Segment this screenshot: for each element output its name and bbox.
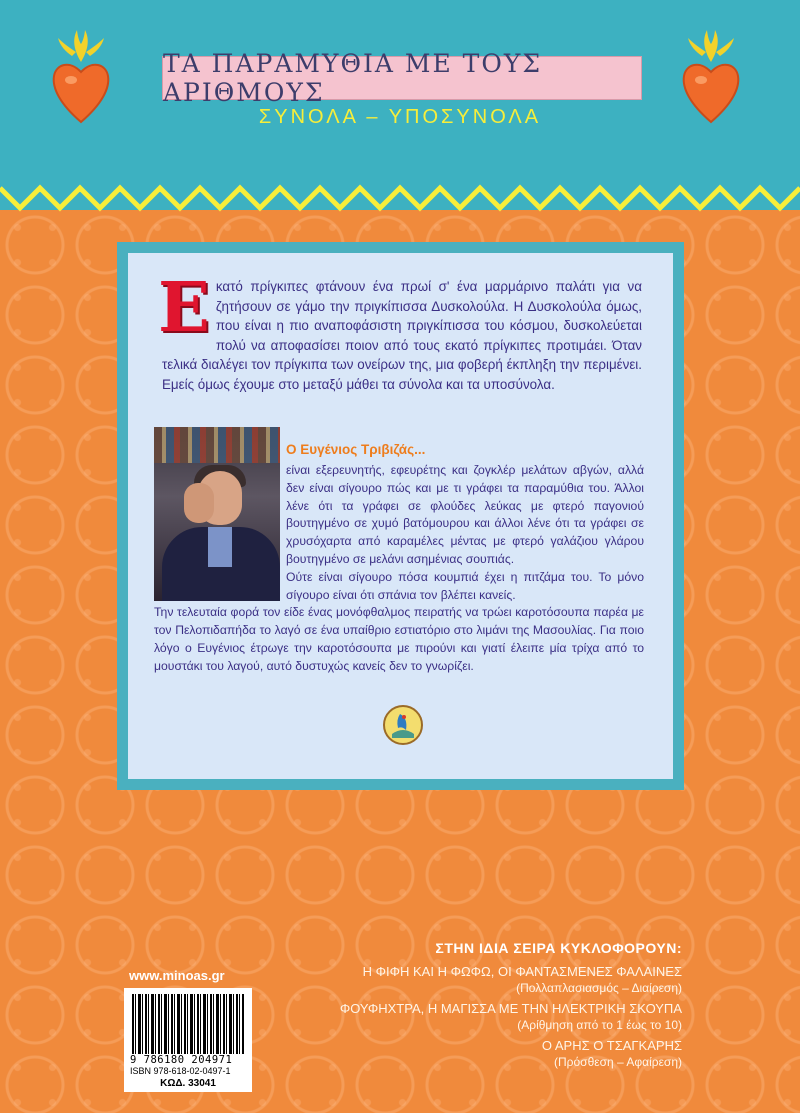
isbn: ISBN 978-618-02-0497-1	[130, 1066, 231, 1076]
drop-cap: Ε	[158, 268, 210, 348]
publisher-logo-icon	[382, 704, 424, 746]
author-bio-paragraph: Την τελευταία φορά τον είδε ένας μονόφθαλμος πειρατής να τρώει καροτόσουπα παρέα με τον Πελοπιδαπήδα το λαγό σε ένα υπαίθριο εστιατόριο στο λιμάνι της Μασουλίας. Για ποιο λόγο ο Ευγένιος έτρωγε την καροτόσουπα με πιρούνι και γιατί έλειπε μία τρίχα από το μουστάκι του λαγού, αυτό δυστυχώς κανείς δεν το γνωρίζει.	[154, 605, 644, 673]
series-book-title: ΦΟΥΦΗΧΤΡΑ, Η ΜΑΓΙΣΣΑ ΜΕ ΤΗΝ ΗΛΕΚΤΡΙΚΗ ΣΚΟΥΠΑ	[339, 1001, 682, 1016]
zigzag-border	[0, 168, 800, 218]
publisher-website: www.minoas.gr	[129, 968, 225, 983]
product-code: ΚΩΔ. 33041	[160, 1078, 216, 1089]
barcode-block	[124, 988, 252, 1092]
author-heading: Ο Ευγένιος Τριβιζάς...	[286, 442, 426, 457]
author-bio-paragraph: είναι εξερευνητής, εφευρέτης και ζογκλέρ μελάτων αβγών, αλλά δεν είναι σίγουρο πώς και με τι γράφει τα παραμύθια του. Άλλοι λένε ότι τα γράφει σε φλούδες λεύκας με φτερό παγονιού βουτηγμένο σε χυμό βατόμουρου και άλλοι λένε ότι τα γράφει σε χρυσόχαρτα από καραμέλες μέντας με φτερό γαλάζιου γλάρου βουτηγμένο σε μελάνι ασημένιας σουπιάς.	[286, 463, 644, 566]
barcode-digits: 9 786180 204971	[130, 1054, 233, 1066]
author-bio	[154, 462, 644, 676]
series-book-topic: (Πολλαπλασιασμός – Διαίρεση)	[516, 981, 682, 995]
series-heading: ΣΤΗΝ ΙΔΙΑ ΣΕΙΡΑ ΚΥΚΛΟΦΟΡΟΥΝ:	[435, 940, 682, 956]
synopsis-text: κατό πρίγκιπες φτάνουν ένα πρωί σ' ένα μαρμάρινο παλάτι για να ζητήσουν σε γάμο την πριγκίπισσα Δυσκολούλα. Η Δυσκολούλα όμως, που είναι η πιο αναποφάσιστη πριγκίπισσα του κόσμου, δυσκολεύεται πολύ να αποφασίσει ποιον από τους εκατό πρίγκιπες προτιμάει. Όταν τελικά διαλέγει τον πρίγκιπα των ονείρων της, μια φοβερή έκπληξη την περιμένει. Εμείς όμως έχουμε στο μεταξύ μάθει τα σύνολα και τα υποσύνολα.	[162, 279, 642, 392]
barcode-icon	[132, 994, 244, 1054]
content-panel-inner	[128, 253, 673, 779]
series-title: ΤΑ ΠΑΡΑΜΥΘΙΑ ΜΕ ΤΟΥΣ ΑΡΙΘΜΟΥΣ	[163, 49, 543, 107]
series-book-title: Η ΦΙΦΗ ΚΑΙ Η ΦΩΦΩ, ΟΙ ΦΑΝΤΑΣΜΕΝΕΣ ΦΑΛΑΙΝΕΣ	[362, 964, 682, 979]
series-book-topic: (Πρόσθεση – Αφαίρεση)	[554, 1055, 682, 1069]
synopsis	[158, 268, 642, 394]
series-book-title: Ο ΑΡΗΣ Ο ΤΣΑΓΚΑΡΗΣ	[541, 1038, 682, 1053]
content-panel	[117, 242, 684, 790]
series-book-topic: (Αρίθμηση από το 1 έως το 10)	[517, 1018, 682, 1032]
series-list	[282, 940, 682, 1069]
series-title-box	[162, 49, 642, 107]
book-subtitle: ΣΥΝΟΛΑ – ΥΠΟΣΥΝΟΛΑ	[258, 106, 542, 128]
author-bio-paragraph: Ούτε είναι σίγουρο πόσα κουμπιά έχει η πιτζάμα του. Το μόνο σίγουρο είναι ότι σπάνια τον βλέπει κανείς.	[286, 569, 644, 602]
